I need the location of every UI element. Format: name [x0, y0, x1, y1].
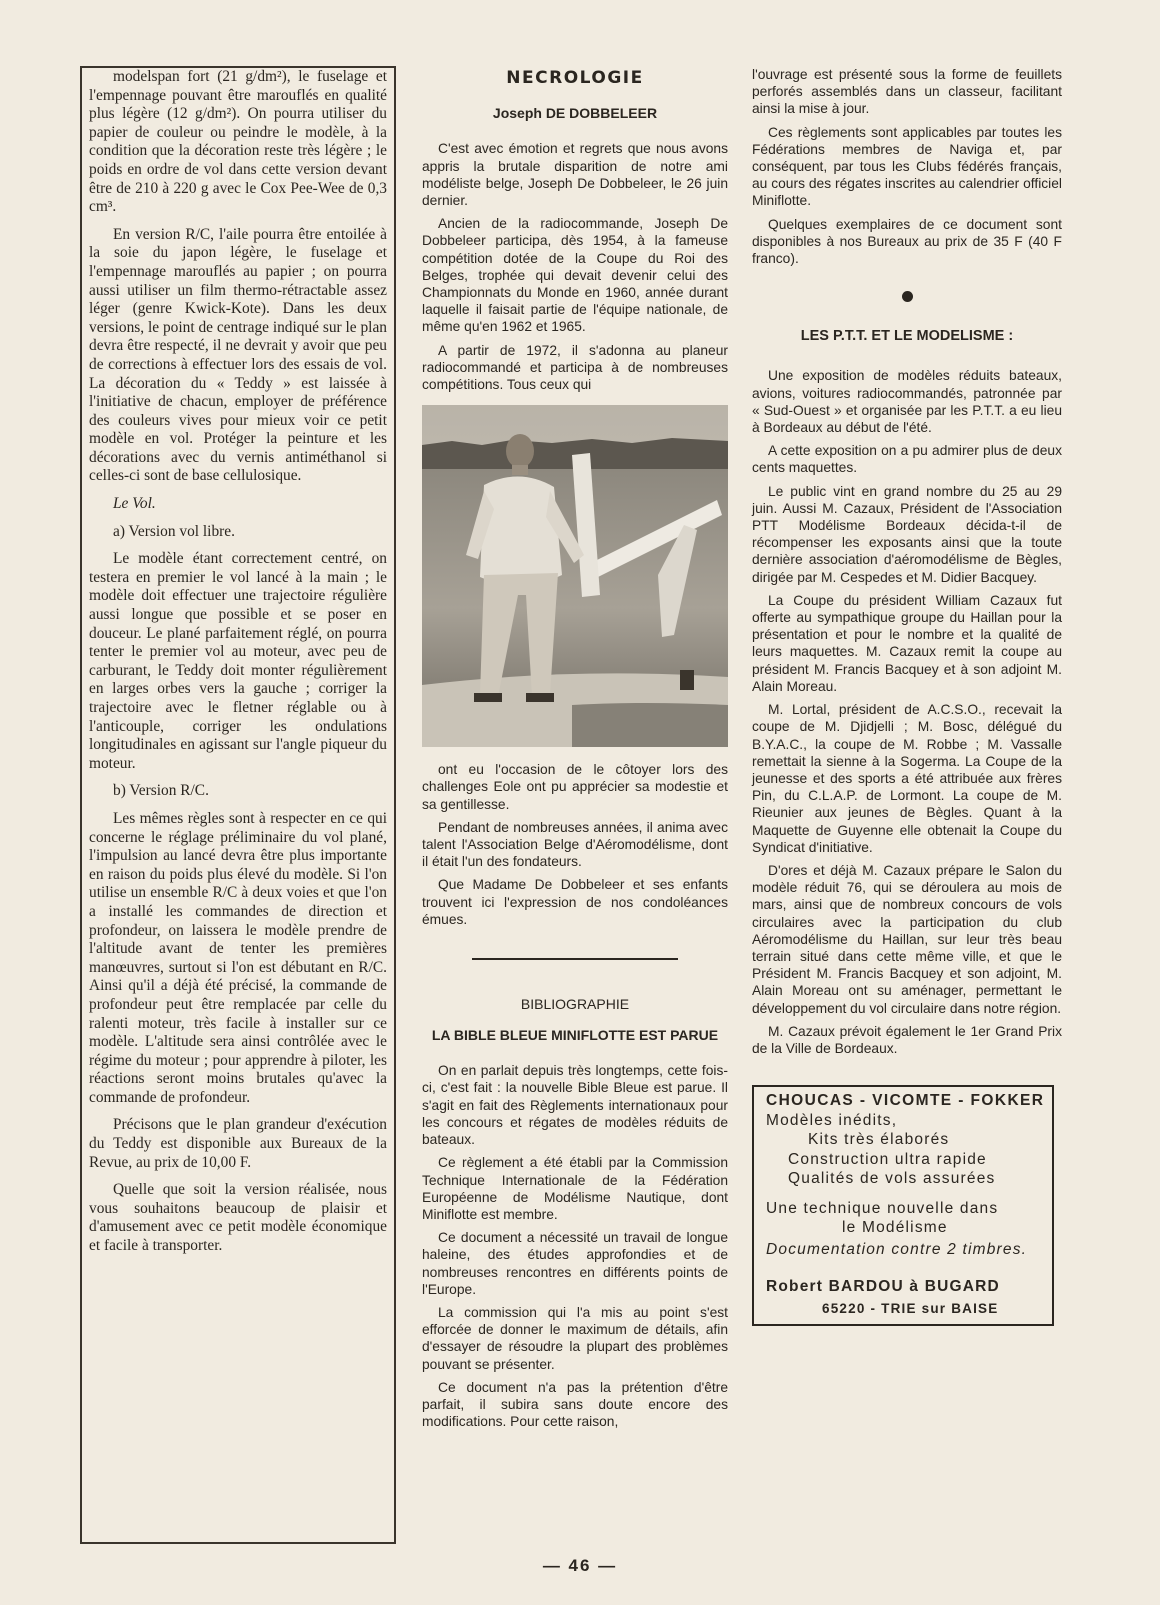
- paragraph: La Coupe du président William Cazaux fut offerte au sympathique groupe du Haillan pour la présentation et pour le nombre et la qualité de leurs maquettes. M. Cazaux remit la coupe au président M. Francis Bacquey et à son adjoint M. Alain Moreau.: [752, 592, 1062, 694]
- ad-address: 65220 - TRIE sur BAISE: [822, 1300, 999, 1316]
- paragraph: Ce règlement a été établi par la Commission Technique Internationale de la Fédération Européenne de Modélisme Nautique, dont Miniflotte est membre.: [422, 1155, 728, 1222]
- paragraph: Le modèle étant correctement centré, on testera en premier le vol lancé à la main ; le modèle doit effectuer une trajectoire régulière aussi longue que possible et se poser en douceur. Le plané parfaitement réglé, on pourra tenter le premier vol au moteur, avec peu de carburant, le Teddy doit monter régulièrement en larges orbes vers la gauche ; corriger la trajectoire avec le fletner réglable ou à l'anticouple, corriger les ondulations longitudinales en agissant sur l'angle piqueur du moteur.: [89, 550, 387, 772]
- necrology-column: [422, 66, 728, 1436]
- ad-line: Construction ultra rapide: [788, 1150, 987, 1168]
- paragraph: l'ouvrage est présenté sous la forme de feuillets perforés assemblés dans un classeur, facilitant ainsi la mise à jour.: [752, 67, 1062, 117]
- bullet-separator: [902, 291, 913, 302]
- bibliography-label: BIBLIOGRAPHIE: [520, 996, 630, 1013]
- ad-line: Une technique nouvelle dans: [766, 1199, 999, 1217]
- paragraph: A partir de 1972, il s'adonna au planeur radiocommandé et participa à de nombreuses compétitions. Tous ceux qui: [422, 342, 728, 393]
- paragraph: C'est avec émotion et regrets que nous avons appris la brutale disparition de notre ami modéliste belge, Joseph De Dobbeleer, le 26 juin dernier.: [422, 141, 728, 209]
- paragraph: ont eu l'occasion de le côtoyer lors des challenges Eole ont pu apprécier sa modestie et sa gentillesse.: [422, 762, 728, 812]
- paragraph: Précisons que le plan grandeur d'exécution du Teddy est disponible aux Bureaux de la Revue, au prix de 10,00 F.: [89, 1116, 387, 1171]
- paragraph: Ces règlements sont applicables par toutes les Fédérations membres de Naviga et, par conséquent, par tous les Clubs fédérés français, au cours des régates inscrites au calendrier officiel Miniflotte.: [752, 124, 1062, 209]
- paragraph: Ce document n'a pas la prétention d'être parfait, il subira sans doute encore des modifications. Pour cette raison,: [422, 1379, 728, 1430]
- ad-line: Modèles inédits,: [766, 1111, 898, 1129]
- ad-contact-name: Robert BARDOU à BUGARD: [766, 1278, 1000, 1296]
- paragraph: Que Madame De Dobbeleer et ses enfants trouvent ici l'expression de nos condoléances émues.: [422, 877, 728, 927]
- paragraph: Quelques exemplaires de ce document sont disponibles à nos Bureaux au prix de 35 F (40 F franco).: [752, 216, 1062, 267]
- necrology-heading: NECROLOGIE: [506, 68, 644, 88]
- page-number: — 46 —: [542, 1556, 618, 1575]
- paragraph: On en parlait depuis très longtemps, cette fois-ci, c'est fait : la nouvelle Bible Bleue est parue. Il s'agit en fait des Règlements internationaux pour les concours et régates de modèles réduits de bateaux.: [422, 1063, 728, 1148]
- paragraph: Une exposition de modèles réduits bateaux, avions, voitures radiocommandés, patronnée par « Sud-Ouest » et organisée par les P.T.T. a eu lieu à Bordeaux au début de l'été.: [752, 368, 1062, 436]
- ad-line: le Modélisme: [842, 1219, 948, 1237]
- paragraph: La commission qui l'a mis au point s'est efforcée de donner le maximum de détails, afin d'essayer de résoudre la plupart des problèmes pouvant se présenter.: [422, 1304, 728, 1372]
- paragraph: En version R/C, l'aile pourra être entoilée à la soie du japon légère, le fuselage et l'empennage marouflés au papier ; on pourra aussi utiliser un film thermo-rétractable assez léger (genre Kwick-Kote). Dans les deux versions, le point de centrage indiqué sur le plan devra être respecté, il ne devrait y avoir que peu de corrections à effectuer lors des essais de vol. La décoration du « Teddy » est laissée à l'initiative de chacun, employer de préférence des couleurs vives pour mieux voir ce petit modèle en vol. Protéger la peinture et les décorations avec du vernis antiméthanol si celles-ci sont de base cellulosique.: [89, 225, 387, 485]
- paragraph: Pendant de nombreuses années, il anima avec talent l'Association Belge d'Aéromodélisme, dont il était l'un des fondateurs.: [422, 819, 728, 870]
- photo-man-with-glider: [422, 405, 728, 747]
- section-heading-flight: Le Vol.: [113, 495, 156, 513]
- section-divider: [472, 958, 678, 960]
- ad-line: Kits très élaborés: [808, 1131, 950, 1149]
- right-column: [752, 66, 1062, 1326]
- ptt-heading: LES P.T.T. ET LE MODELISME :: [800, 328, 1014, 345]
- advertisement-box: [752, 1085, 1054, 1326]
- paragraph: M. Cazaux prévoit également le 1er Grand Prix de la Ville de Bordeaux.: [752, 1023, 1062, 1056]
- bibliography-title: LA BIBLE BLEUE MINIFLOTTE EST PARUE: [431, 1027, 719, 1044]
- paragraph: Le public vint en grand nombre du 25 au 29 juin. Aussi M. Cazaux, Président de l'Association PTT Modélisme Bordeaux décida-t-il de récompenser les exposants ainsi que la toute dernière association d'aéromodélisme de Bègles, dirigée par M. Cespedes et M. Didier Bacquey.: [752, 483, 1062, 585]
- paragraph: D'ores et déjà M. Cazaux prépare le Salon du modèle réduit 76, qui se déroulera au mois de mars, ainsi que de nombreux concours de vols circulaires avec la participation du club Aéromodélisme du Haillan, sur leur très beau terrain situé dans cette même ville, et que le Président M. Francis Bacquey et son adjoint, M. Alain Moreau ont su aménager, permettant le développement du vol circulaire dans notre région.: [752, 862, 1062, 1016]
- paragraph: Ce document a nécessité un travail de longue haleine, des études approfondies et de nombreuses rencontres en différents points de l'Europe.: [422, 1230, 728, 1297]
- ad-title: CHOUCAS - VICOMTE - FOKKER: [766, 1092, 1045, 1110]
- ad-documentation: Documentation contre 2 timbres.: [766, 1240, 1028, 1258]
- article-teddy-column: [80, 66, 396, 1544]
- paragraph: M. Lortal, président de A.C.S.O., recevait la coupe de M. Djidjelli ; M. Bosc, délégué du B.Y.A.C., la coupe de M. Robbe ; M. Vassalle remettait la sienne à la Sogerma. La Coupe de la jeunesse et des sports a été attribuée aux frères Pin, du C.L.A.P. de Lormont. La coupe de M. Rieunier aux jeunes de Bègles. Quant à la Maquette de Guyenne elle obtenait la Coupe du Syndicat d'initiative.: [752, 702, 1062, 855]
- person-name: Joseph DE DOBBELEER: [492, 105, 658, 122]
- subheading-free-flight: a) Version vol libre.: [113, 522, 235, 540]
- paragraph: Quelle que soit la version réalisée, nous vous souhaitons beaucoup de plaisir et d'amusement avec ce petit modèle économique et facile à transporter.: [89, 1181, 387, 1255]
- paragraph: A cette exposition on a pu admirer plus de deux cents maquettes.: [752, 443, 1062, 476]
- subheading-rc: b) Version R/C.: [113, 782, 209, 800]
- paragraph: Les mêmes règles sont à respecter en ce qui concerne le réglage préliminaire du vol plané, l'impulsion au lancé devra être plus importante en raison du poids plus élevé du modèle. Si l'on utilise un ensemble R/C à deux voies et que l'on a installé les commandes de direction et profondeur, on laissera le modèle prendre de l'altitude avant de tenter les premières manœuvres, surtout si l'on est débutant en R/C. Ainsi qu'il a déjà été précisé, la commande de profondeur peut être remplacée par celle du ralenti moteur, très facile à installer sur ce modèle. L'altitude sera ainsi contrôlée avec le régime du moteur ; pour apprendre à piloter, les réactions seront moins brutales qu'avec la commande de profondeur.: [89, 809, 387, 1106]
- paragraph: Ancien de la radiocommande, Joseph De Dobbeleer participa, dès 1954, à la fameuse compétition dotée de la Coupe du Roi des Belges, trophée qui devait devenir celui des Championnats du Monde en 1960, année durant laquelle il faisait partie de l'équipe nationale, de même qu'en 1962 et 1965.: [422, 216, 728, 335]
- paragraph: modelspan fort (21 g/dm²), le fuselage et l'empennage pouvant être marouflés en qualité plus légère (12 g/dm²). On pourra utiliser du papier de couleur ou peindre le modèle, à la condition que la décoration reste très légère ; le poids en ordre de vol dans cette version devant être de 210 à 220 g avec le Cox Pee-Wee de 0,3 cm³.: [89, 68, 387, 216]
- ad-line: Qualités de vols assurées: [788, 1170, 996, 1188]
